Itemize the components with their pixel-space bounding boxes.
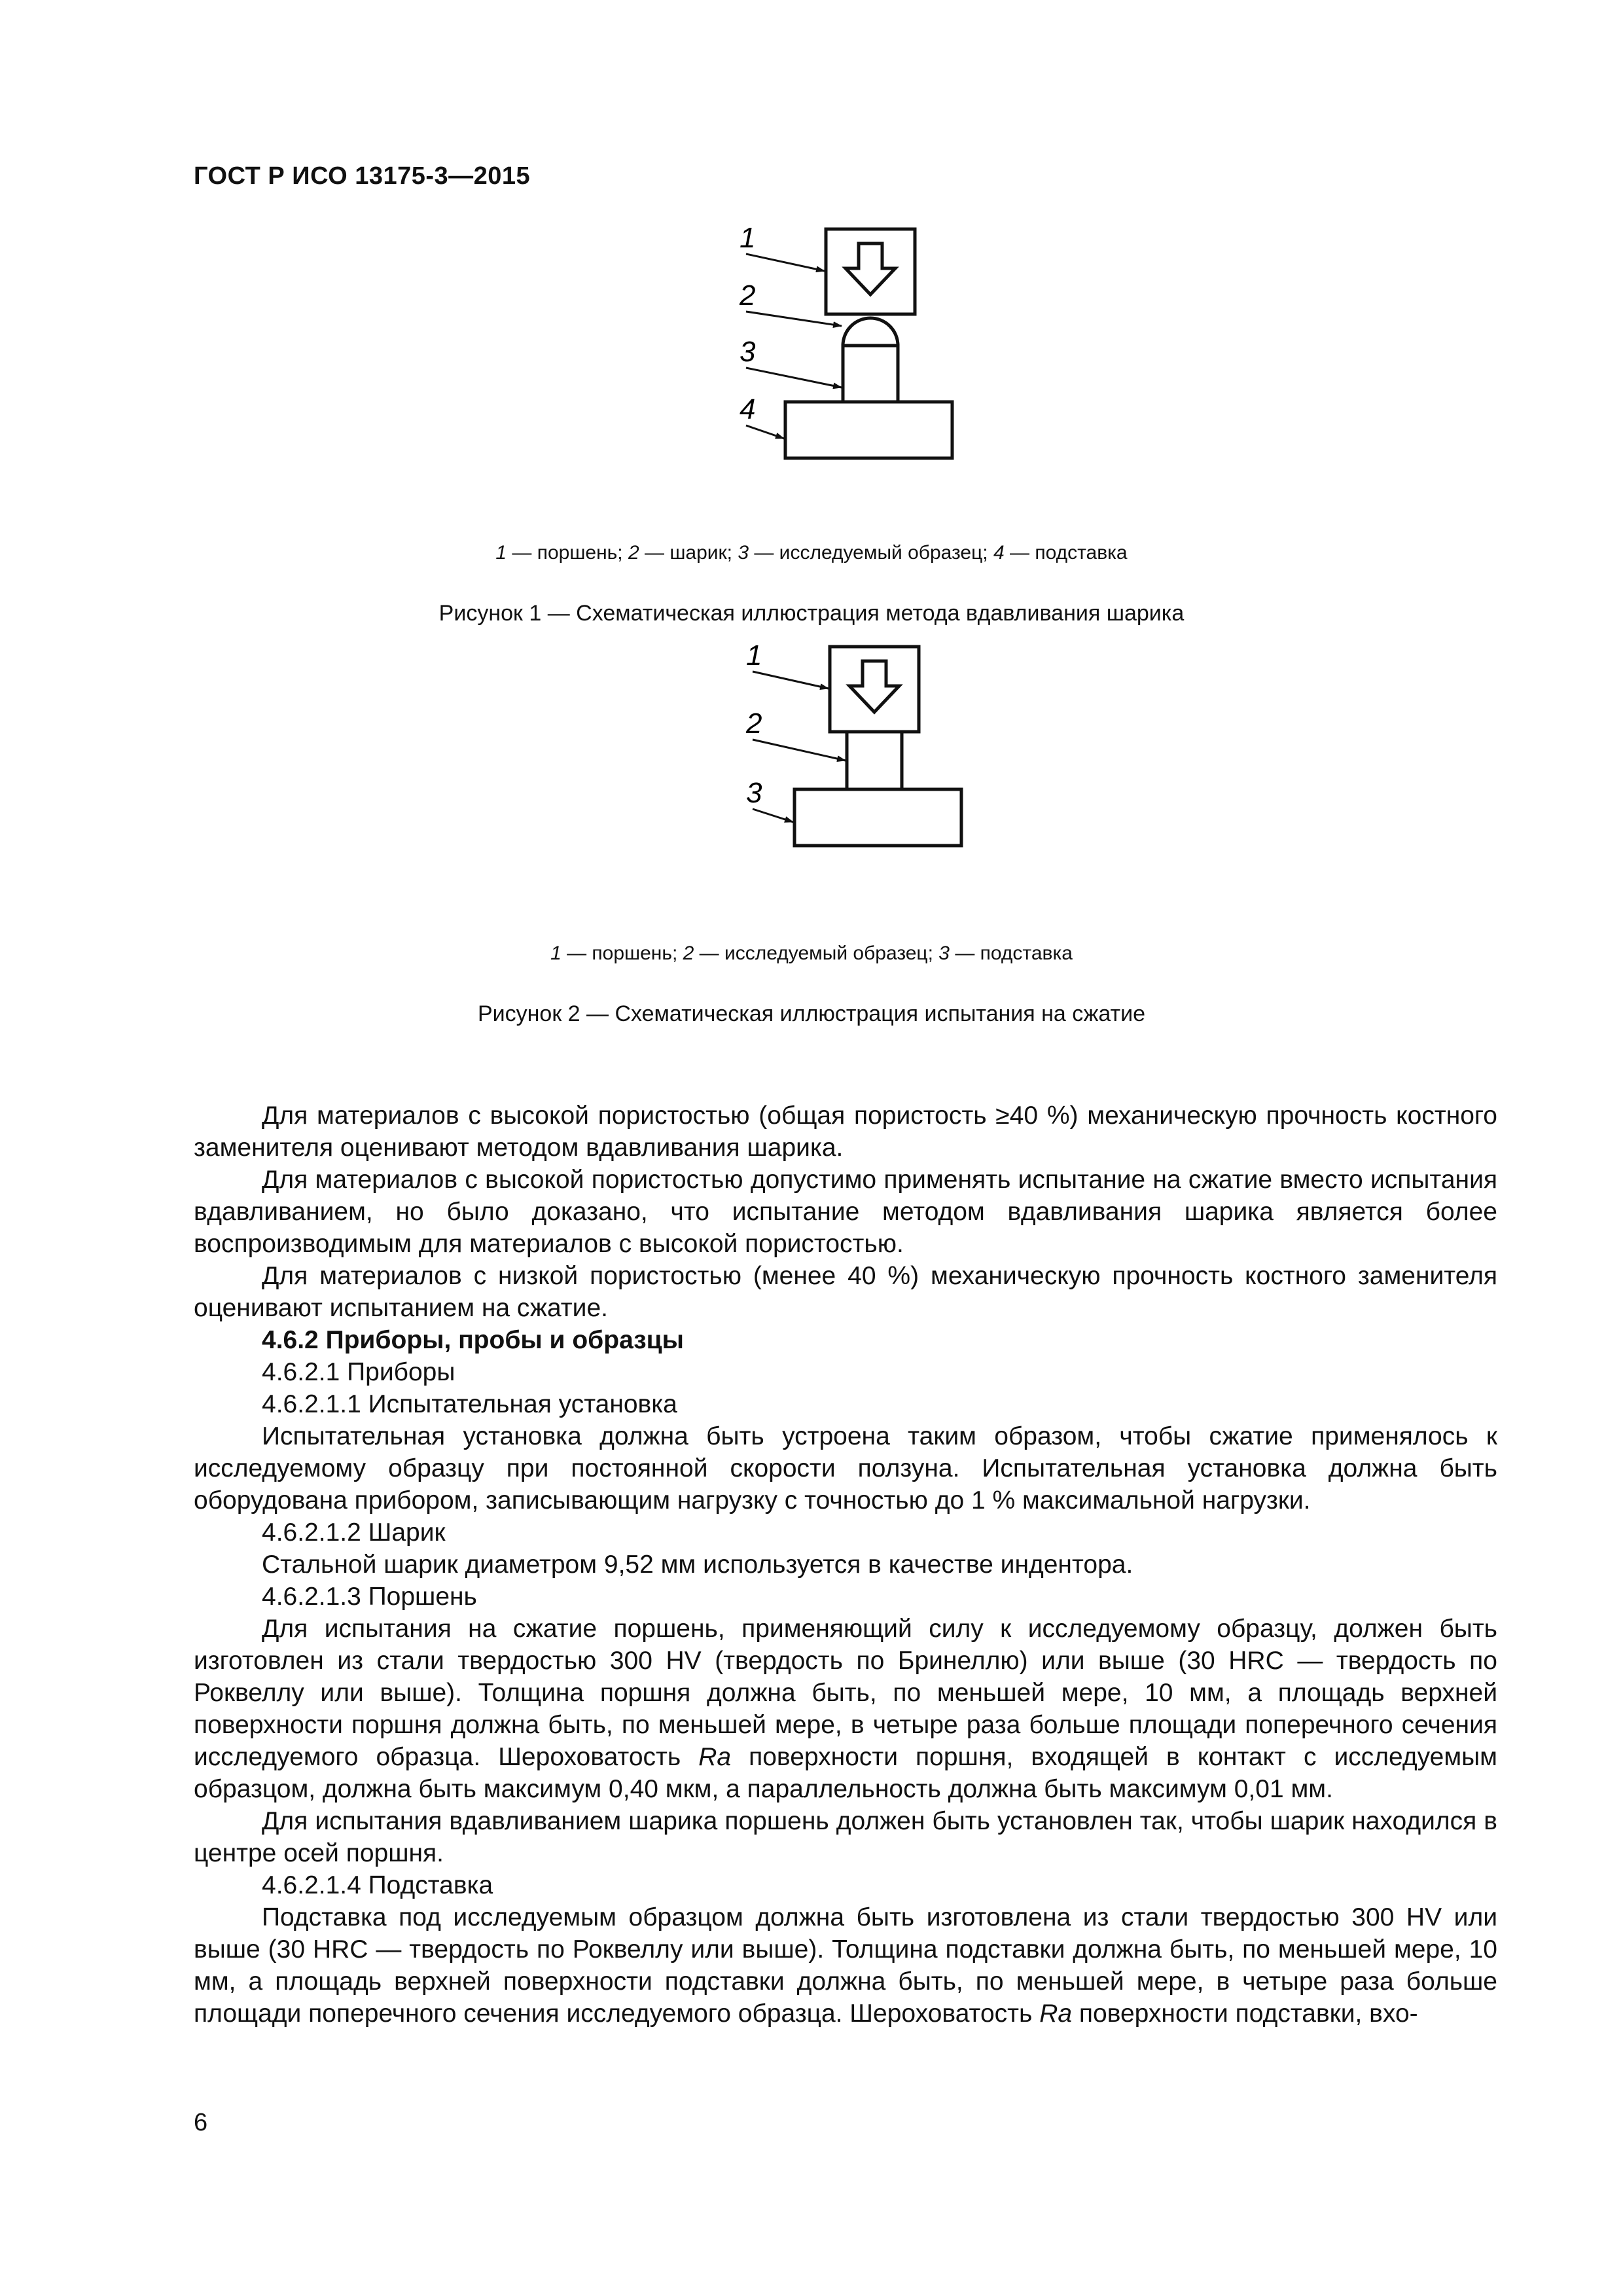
specimen-shape xyxy=(847,732,902,789)
callout-2: 2 xyxy=(740,279,756,312)
base-shape xyxy=(785,402,952,458)
paragraph: Для материалов с низкой пористостью (менее 40 %) механическую прочность костного заменителя оценивают испытанием на сжатие. xyxy=(194,1262,1497,1322)
callout-1: 1 xyxy=(740,222,756,254)
base-shape xyxy=(794,789,961,846)
paragraph: Для материалов с высокой пористостью допустимо применять испытание на сжатие вместо испытания вдавливанием, но было доказано, что испытание методом вдавливания шарика является более воспроизводимым для материалов с высокой пористостью. xyxy=(194,1166,1497,1258)
callout-2: 2 xyxy=(746,708,762,740)
subsection-heading: 4.6.2.1.2 Шарик xyxy=(262,1518,446,1547)
paragraph: Для испытания на сжатие поршень, применяющий силу к исследуемому образцу, должен быть изготовлен из стали твердостью 300 HV (твердость по Бринеллю) или выше (30 HRC — твердость по Роквеллу или выше). Толщина поршня должна быть, по меньшей мере, 10 мм, а площадь верхней поверхности поршня должна быть, по меньшей мере, в четыре раза больше площади поперечного сечения исследуемого образца. Шероховатость Ra поверхности поршня, входящей в контакт с исследуемым образцом, должна быть максимум 0,40 мкм, а параллельность должна быть максимум 0,01 мм. xyxy=(194,1615,1497,1803)
section-heading: 4.6.2 Приборы, пробы и образцы xyxy=(262,1326,684,1354)
ball-shape xyxy=(843,318,898,346)
subsection-heading: 4.6.2.1.4 Подставка xyxy=(262,1871,493,1899)
callout-3: 3 xyxy=(746,777,762,809)
figure-1-caption: Рисунок 1 — Схематическая иллюстрация метода вдавливания шарика xyxy=(438,601,1185,626)
paragraph: Стальной шарик диаметром 9,52 мм используется в качестве индентора. xyxy=(262,1551,1133,1579)
callout-4: 4 xyxy=(740,393,756,425)
down-arrow-icon xyxy=(846,243,895,295)
figure-2-diagram xyxy=(726,635,1001,864)
specimen-shape xyxy=(843,346,898,402)
figure-2-legend: 1 — поршень; 2 — исследуемый образец; 3 — подставка xyxy=(550,942,1073,964)
paragraph: Подставка под исследуемым образцом должна быть изготовлена из стали твердостью 300 HV или выше (30 HRC — твердость по Роквеллу или выше). Толщина подставки должна быть, по меньшей мере, 10 мм, а площадь верхней поверхности подставки должна быть, по меньшей мере, в четыре раза больше площади поперечного сечения исследуемого образца. Шероховатость Ra поверхности подставки, вхо- xyxy=(194,1903,1497,2028)
body-text xyxy=(194,1100,1497,2030)
figure-1-legend: 1 — поршень; 2 — шарик; 3 — исследуемый образец; 4 — подставка xyxy=(495,542,1128,564)
subsection-heading: 4.6.2.1 Приборы xyxy=(262,1358,455,1386)
figure-2-caption: Рисунок 2 — Схематическая иллюстрация испытания на сжатие xyxy=(477,1001,1146,1026)
subsection-heading: 4.6.2.1.1 Испытательная установка xyxy=(262,1390,677,1418)
subsection-heading: 4.6.2.1.3 Поршень xyxy=(262,1583,477,1611)
paragraph: Для испытания вдавливанием шарика поршень должен быть установлен так, чтобы шарик находился в центре осей поршня. xyxy=(194,1807,1497,1867)
callout-3: 3 xyxy=(740,336,756,368)
page-number: 6 xyxy=(194,2109,208,2136)
paragraph: Испытательная установка должна быть устроена таким образом, чтобы сжатие применялось к исследуемому образцу при постоянной скорости ползуна. Испытательная установка должна быть оборудована прибором, записывающим нагрузку с точностью до 1 % максимальной нагрузки. xyxy=(194,1422,1497,1515)
figure-1-diagram xyxy=(720,216,995,471)
down-arrow-icon xyxy=(849,661,899,712)
callout-1: 1 xyxy=(746,639,762,672)
document-header: ГОСТ Р ИСО 13175-3—2015 xyxy=(194,162,531,190)
paragraph: Для материалов с высокой пористостью (общая пористость ≥40 %) механическую прочность костного заменителя оценивают методом вдавливания шарика. xyxy=(194,1102,1497,1162)
